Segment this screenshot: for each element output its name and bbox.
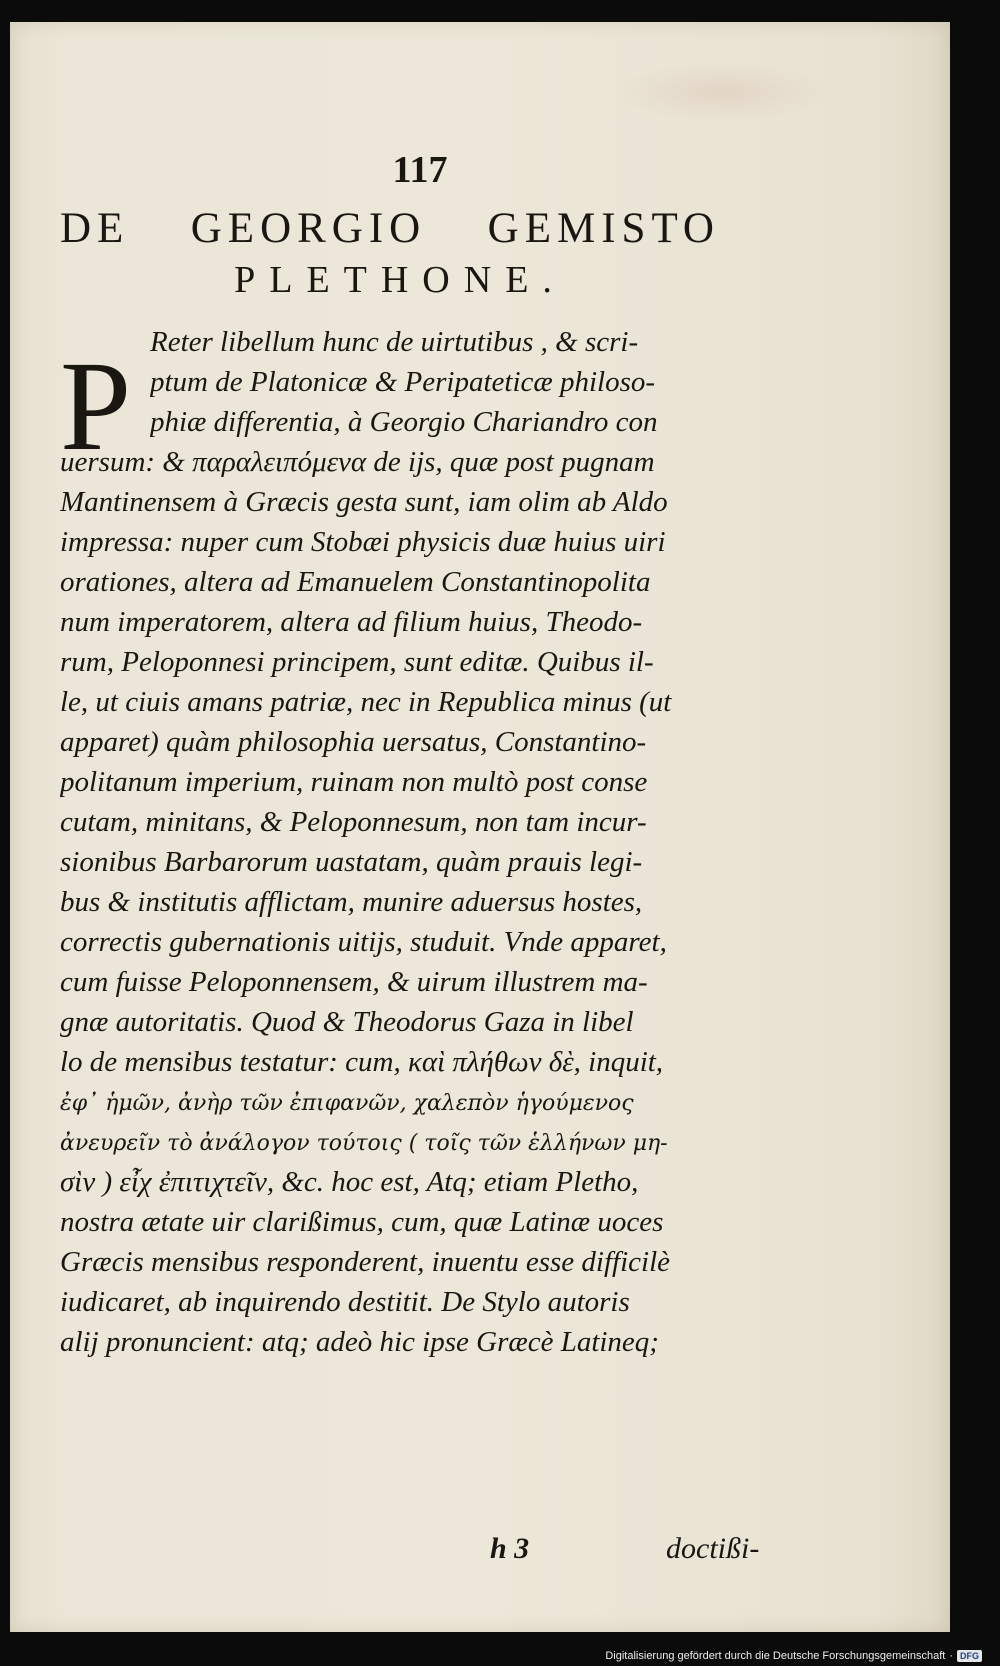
page-number: 117 [392, 149, 448, 191]
text-line: gnæ autoritatis. Quod & Theodorus Gaza in libel [60, 1006, 634, 1038]
text-line: le, ut ciuis amans patriæ, nec in Republica minus (ut [60, 686, 672, 718]
footer-credit-text: Digitalisierung gefördert durch die Deutsche Forschungsgemeinschaft [605, 1650, 946, 1662]
text-line: politanum imperium, ruinam non multò post conse [60, 766, 648, 798]
text-line: ptum de Platonicæ & Peripateticæ philoso- [150, 366, 656, 398]
text-line: sionibus Barbarorum uastatam, quàm prauis legi- [60, 846, 643, 878]
text-line: Mantinensem à Græcis gesta sunt, iam olim ab Aldo [60, 486, 668, 518]
catchword: doctißi- [666, 1532, 760, 1565]
text-line: bus & institutis afflictam, munire aduersus hostes, [60, 886, 643, 918]
greek-line: ἀνευρεῖν τὸ ἀνάλογον τούτοις ( τοῖς τῶν ἑλλήνων μη- [60, 1131, 668, 1156]
greek-line: ἐφ᾽ ἡμῶν, ἀνὴρ τῶν ἐπιφανῶν, χαλεπὸν ἡγούμενος [60, 1091, 634, 1116]
text-line: nostra ætate uir clarißimus, cum, quæ Latinæ uoces [60, 1206, 664, 1238]
text-line: apparet) quàm philosophia uersatus, Constantino- [60, 726, 647, 758]
text-line: rum, Peloponnesi principem, sunt editæ. Quibus il- [60, 646, 654, 678]
title-line-1: DE GEORGIO GEMISTO [60, 205, 720, 252]
text-line: iudicaret, ab inquirendo destitit. De Stylo autoris [60, 1286, 630, 1318]
text-line: correctis gubernationis uitijs, studuit. Vnde apparet, [60, 926, 667, 958]
text-line: Græcis mensibus responderent, inuentu esse difficilè [60, 1246, 670, 1278]
text-line: orationes, altera ad Emanuelem Constantinopolita [60, 566, 651, 598]
text-line: uersum: & παραλειπόμενα de ijs, quæ post pugnam [60, 446, 655, 478]
book-page [10, 22, 950, 1632]
dfg-logo-icon: DFG [957, 1650, 982, 1662]
signature-mark: h 3 [490, 1532, 530, 1565]
title-line-2: PLETHONE. [234, 259, 566, 301]
text-line: cum fuisse Peloponnensem, & uirum illustrem ma- [60, 966, 648, 998]
text-line: phiæ differentia, à Georgio Chariandro con [150, 406, 658, 438]
text-line: Reter libellum hunc de uirtutibus , & scri- [150, 326, 639, 358]
text-line: num imperatorem, altera ad filium huius, Theodo- [60, 606, 643, 638]
drop-cap: P [60, 335, 132, 477]
text-line: σὶν ) εἶχ ἐπιτιχτεῖν, &c. hoc est, Atq; etiam Pletho, [60, 1166, 639, 1198]
footer-credit: Digitalisierung gefördert durch die Deutsche Forschungsgemeinschaft · DFG [605, 1650, 982, 1662]
paper-stain [610, 62, 830, 122]
text-line: cutam, minitans, & Peloponnesum, non tam incur- [60, 806, 647, 838]
text-line: alij pronuncient: atq; adeò hic ipse Græcè Latineq; [60, 1326, 659, 1358]
text-line: impressa: nuper cum Stobæi physicis duæ huius uiri [60, 526, 666, 558]
text-line: lo de mensibus testatur: cum, καὶ πλήθων δὲ, inquit, [60, 1046, 664, 1078]
